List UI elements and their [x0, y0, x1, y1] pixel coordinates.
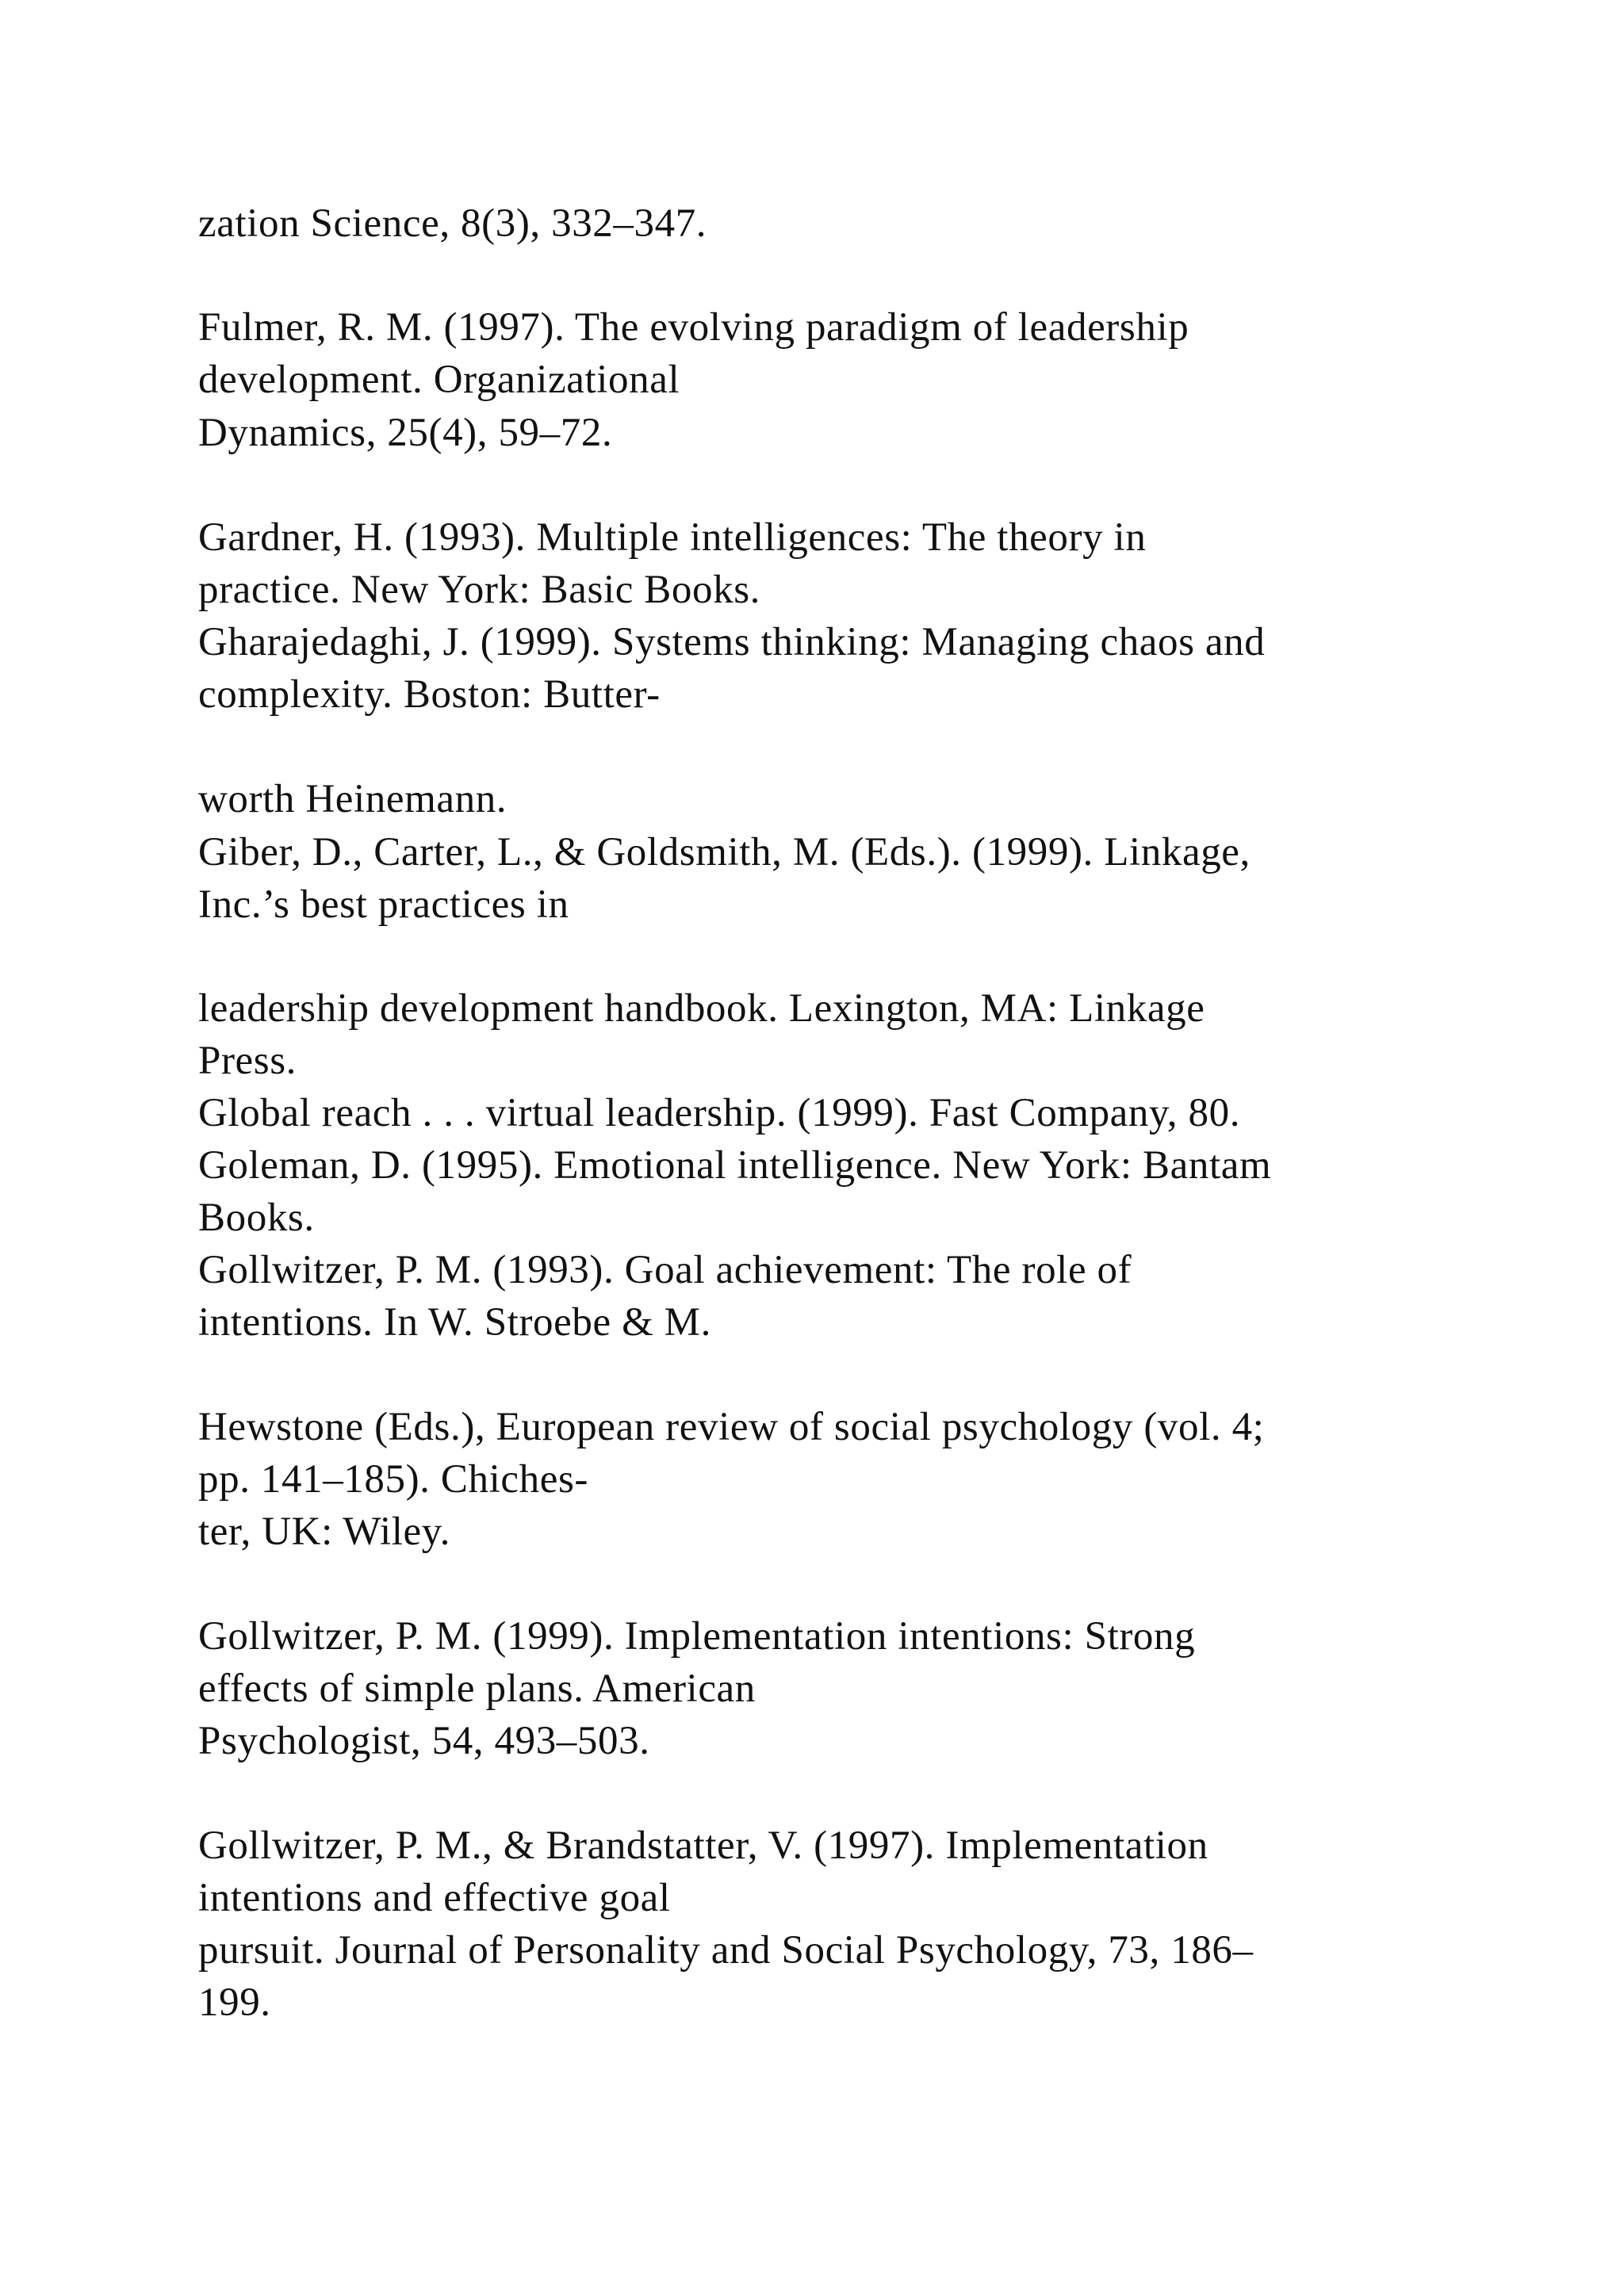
text-line: effects of simple plans. American [198, 1667, 756, 1711]
text-line: Hewstone (Eds.), European review of social psychology (vol. 4; [198, 1405, 1265, 1449]
text-line: Giber, D., Carter, L., & Goldsmith, M. (Eds.). (1999). Linkage, [198, 830, 1251, 874]
text-line: Gardner, H. (1993). Multiple intelligences: The theory in [198, 515, 1147, 560]
text-line: pp. 141–185). Chiches- [198, 1457, 588, 1502]
text-line: complexity. Boston: Butter- [198, 672, 661, 717]
text-line: Psychologist, 54, 493–503. [198, 1719, 650, 1763]
text-line: Gollwitzer, P. M. (1999). Implementation intentions: Strong [198, 1614, 1196, 1659]
text-line: Gollwitzer, P. M. (1993). Goal achievement: The role of [198, 1248, 1132, 1292]
text-line: Gharajedaghi, J. (1999). Systems thinking: Managing chaos and [198, 620, 1266, 664]
text-line: Gollwitzer, P. M., & Brandstatter, V. (1997). Implementation [198, 1823, 1208, 1868]
text-line: 199. [198, 1980, 271, 2025]
text-line: leadership development handbook. Lexington, MA: Linkage [198, 986, 1205, 1031]
text-line: Books. [198, 1196, 315, 1240]
text-line: Fulmer, R. M. (1997). The evolving paradigm of leadership [198, 305, 1189, 350]
text-line: intentions and effective goal [198, 1876, 671, 1920]
text-line: Goleman, D. (1995). Emotional intelligence. New York: Bantam [198, 1143, 1272, 1188]
text-line: Global reach . . . virtual leadership. (1999). Fast Company, 80. [198, 1091, 1241, 1135]
text-line: pursuit. Journal of Personality and Social Psychology, 73, 186– [198, 1928, 1254, 1973]
text-line: zation Science, 8(3), 332–347. [198, 201, 707, 246]
text-line: development. Organizational [198, 358, 680, 402]
text-line: intentions. In W. Stroebe & M. [198, 1300, 711, 1345]
text-line: Inc.’s best practices in [198, 882, 569, 927]
text-line: Press. [198, 1039, 297, 1083]
text-line: worth Heinemann. [198, 777, 508, 821]
text-line: Dynamics, 25(4), 59–72. [198, 411, 613, 455]
text-line: ter, UK: Wiley. [198, 1510, 450, 1554]
text-line: practice. New York: Basic Books. [198, 568, 761, 612]
